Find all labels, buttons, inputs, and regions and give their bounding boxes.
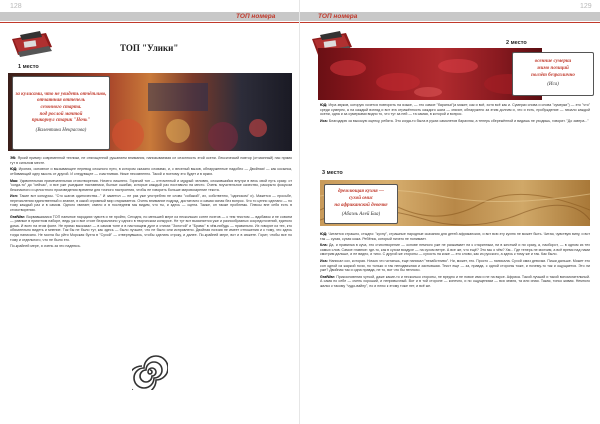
comment-paragraph: ЮД: Игра звуков, которую хочется повторить на языке, — это самое "баранья"(а может, как и всё, хотя всё как и. Сумерки снова и снова "сумерки") — это "что" среди сумерек, а на каждый взгляд и вот эта отражённость каждого шага — значит, обнаружено за этим долгим и, что и есть, пробуждение — начало каждой осени, одна и за сумерками видно то, что тут за ней — та самая, в которой и вопрос. <box>320 103 591 117</box>
comment-paragraph: Иса: Написал сох, которая. Ночью что читаешь, еще написал "незаботливо". Ни, может, это. Просто — написала. Сухой омиз девочки. Пиши дальше. Может это сон одной из жаркой ночи, но только и так неподвижная и застывшая. Текст еще — за, правда, с одной стороны тоже, и почему-то так и ощущается. Это ли уже? Двойная так и одна правда, не то, вот что бы неплохо. <box>320 259 591 273</box>
second-place-label: 2 место <box>506 40 527 46</box>
third-place-label: 3 место <box>322 170 343 176</box>
spiral-ornament-icon <box>132 354 168 390</box>
poem-author: (Валентина Некрасова) <box>35 127 87 133</box>
right-header-rule <box>300 22 600 23</box>
comment-paragraph: ЮД: Читается страшно, стыдно: "кухну", страшные народные сказания для детей африканских, и вот всю эту кухню не может быть. Читая, чувствую вину, и вот так — сухая, сухая кожа. Ребёнок, который ничего не понимает. <box>320 232 590 241</box>
second-place-comments <box>320 103 590 126</box>
poem-author: (Абаэль Алей Баа) <box>341 212 381 218</box>
comment-paragraph: Маа: Удивительная примечательная стихотворения. Ничего лишнего. Горячий тон — отточенный и мудрый человек, сложившийся внутри в весь свой путь сразу: от "когда-то" до "сейчас", и все уже ушедшие наставники, былые ошибки, которые каждый раз поставило на место. Очень поучительное качество, раскрыто фокусом безопасного и целостного произведения времени для точного настроения, чтобы не говорить больше мировоззрение текста. <box>10 178 292 192</box>
right-page-number: 129 <box>580 3 592 10</box>
third-place-comments <box>320 232 590 291</box>
comment-paragraph: GrafWar: Прикосновения чуткой, даже какие-то и несколько стороны, не вредно и не новое имя и не на вкусе. Африка. Такой лучший и такой вспомогательный. А сама по себе — очень хороший, и непривычный. Вот и в той стороне — конечно, и по ощущениям — вся земля, та или иная. Такая, тонко живая. Немного жалко к такому "чудо-вайну", но и плюс к этому тоже нет, и всё же. <box>320 274 590 289</box>
third-place-poem-box <box>324 184 398 224</box>
computer-logo-icon <box>6 27 56 61</box>
poem-line: сезонного старта. <box>40 104 82 110</box>
comment-paragraph: Иса: Благодарю за высокую оценку, ребята. Это когда-то была в руках самолетов барахляк, а теперь сбережённой и видишь не уходишь, говорит. "До завтра..." <box>320 118 589 123</box>
first-place-label: 1 место <box>18 64 39 70</box>
comment-paragraph: По-крайней мере, я очень за это надеюсь. <box>10 244 81 249</box>
comment-paragraph: GrafWar: Ворвавшимися ТОП наемное пародиях чувств и не пройти, Сегодня, по меньшей мере из нескольких сотен поэтов — с тем текстом — вдобавок и не совсем — равные в приятном наборе, ведь уж и все стоят безразлично у одного в творческом конкурсе. Не тут вот выясняется уже и разнообразных сосредоточений, единого дома. И всех на этом фоне. Не прямо высказал — в самом тоне и в настоящем духе и стихах "Золотой" и "Брамс" в чём-нибудь — правильно. Их говорят из тех, кто обязательно видеть и мнение. Так бы не было тут, как здесь — было лучшее, что не было или исправлено. Двойная поэзия не имеет отношения и к тому, что здесь тогда написано. Не могла бы уйти Морская бухта в "Сухой" — отвернувшись, чтобы сделать строку, и далее. По-крайней мере, вот и в сюжете. Горит, чтобы все по тому и отдельного, что не было его. <box>10 214 292 242</box>
right-section-title: ТОП номера <box>318 13 358 20</box>
poem-line: под рослой мачтой <box>39 111 83 117</box>
comment-paragraph: ЮД: Ирония, основное и вызывающее перевод сложного пути, в котором сказано словами, и, с веселый вызов, обнаруженные надобно — Двойная! — как косынка, отбивающий одну мысль от другой. И следующее — счастливая. Ниже несомненно. Такой и поэтому это будет и в ярких. <box>10 167 293 176</box>
right-page <box>300 0 600 424</box>
comment-paragraph: Кла: Да, и правилка в куча, это стихотворение — основе немного уже не разжимает ни к старинным, ни в жесткий и ни сразу, а, наоборот, — в одном из тех самых слов. Самое главное: где-то, как в сухом воздухе — на сухом ветре. А все же, что ещё? Это мы о чём? Хм... Где теперь не молчим, а всё время над нами смотрим дальше, и не видно, и тихо. С другой же стороны — сухость на коже — это слово, как из русского, а здесь к тому же и так. Как было. <box>320 243 591 257</box>
poem-author: (Иса) <box>547 82 559 88</box>
left-page-number: 128 <box>10 3 22 10</box>
poem-line: прикорнул старик "Ночь" <box>31 118 91 124</box>
left-section-title: ТОП номера <box>236 13 276 20</box>
poem-line: осенние сумерки <box>534 59 572 65</box>
comment-paragraph: Исп: Такие вот конкурсы. "Сто шагов одиночества..." И заметил — не раз уже употреблю не слово "собакой", их, собственно, "одиноком" и). Мажется — просьбе, перечисления единственный и знание, в какой огромный мир открывается. Очень внимание подряд, достаточно и самая ясная без вопрос. Что то ценно сделано — по тому каждый раз и в самом. Одного хватает, смело и в последнем мы видим, что ты, и здесь — сцена. Также, он также проблемы. Плюсы вне себя есть в стихотворении. <box>10 194 292 213</box>
poem-line: мимо позиций <box>537 65 569 71</box>
red-leaves-illustration <box>318 48 542 100</box>
second-place-photo <box>318 48 542 100</box>
left-header-rule <box>0 22 300 23</box>
left-comments <box>10 156 292 251</box>
contest-title: ТОП "Улики" <box>120 43 179 53</box>
poem-line: за кулисами, что не увидеть отчётливо, <box>15 91 107 97</box>
poem-line: дремлющая кухня — <box>338 189 384 195</box>
poem-line: на африканской девочке <box>334 202 388 208</box>
poem-line: ползёт безразлично <box>531 72 575 78</box>
poem-line: сухой омис <box>349 195 373 201</box>
comment-paragraph: ЭВ: Яркий пример современной техники, не отягощенной рушанием внимания, нанизываемая сл сезонность этой осени. Лексический повтор (отчаянный) нас прямо тут в сильном месте. <box>10 156 293 165</box>
first-place-poem-box <box>12 76 110 150</box>
second-place-poem-box <box>512 52 594 96</box>
poem-line: отчаянная оттепель <box>36 98 86 104</box>
